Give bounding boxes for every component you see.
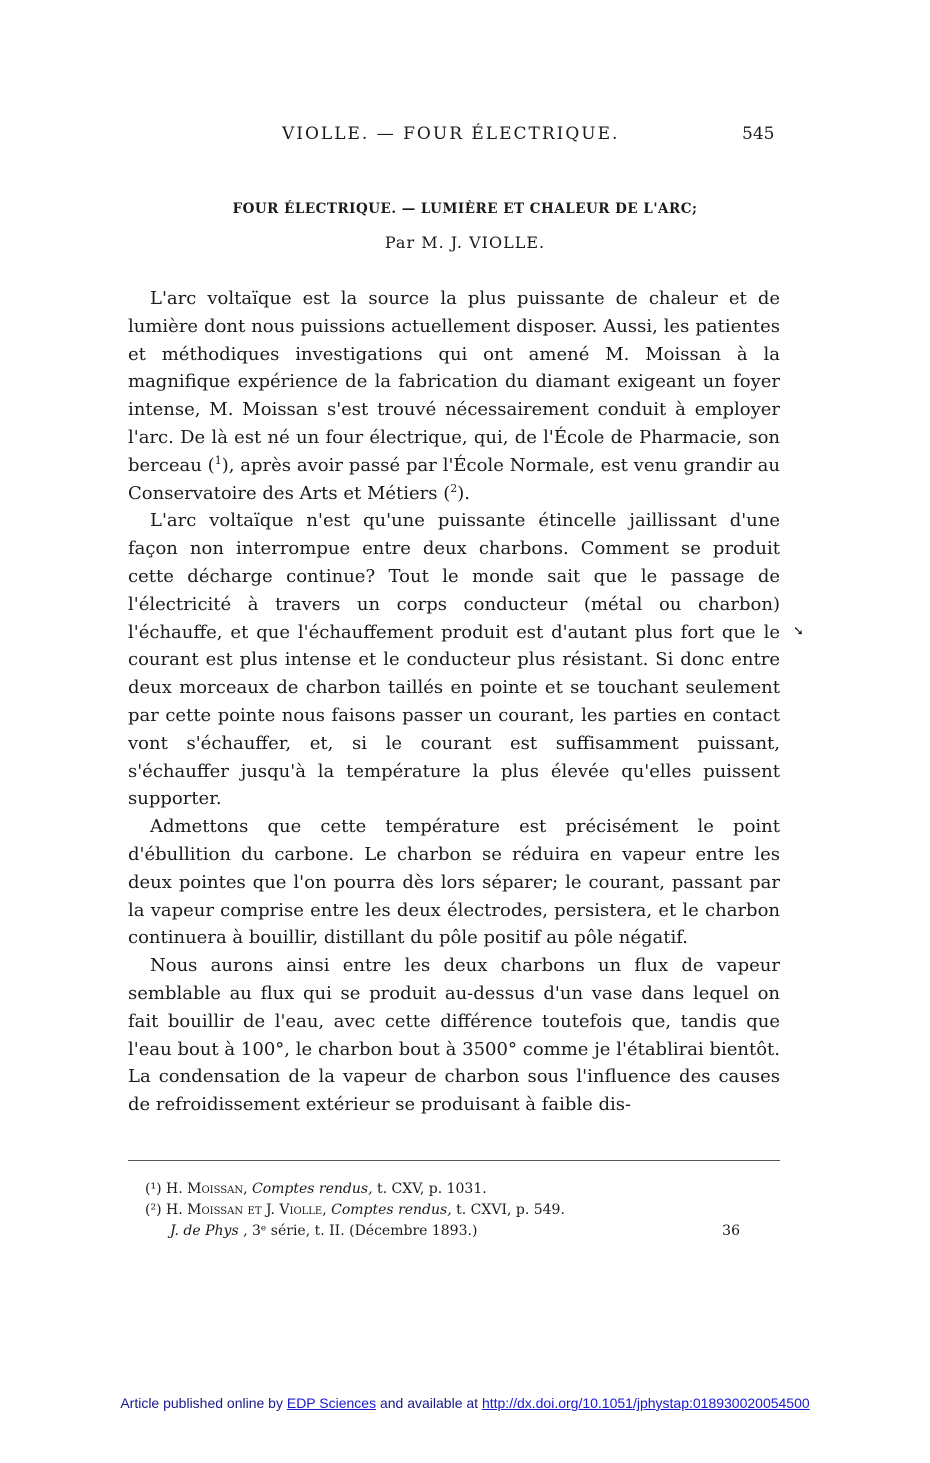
footnote-journal: Comptes rendus, — [252, 1181, 373, 1197]
footnote-rule — [128, 1160, 780, 1161]
footnote-mark: (¹) — [145, 1181, 162, 1197]
doi-link[interactable]: http://dx.doi.org/10.1051/jphystap:018930020054500 — [481, 1395, 810, 1411]
running-title: VIOLLE. — FOUR ÉLECTRIQUE. — [282, 124, 620, 144]
article-byline: Par M. J. VIOLLE. — [384, 233, 546, 252]
journal-line — [170, 1223, 740, 1239]
footnote-authors: H. Moissan, — [166, 1181, 248, 1197]
notice-middle: and available at — [379, 1395, 479, 1411]
footnotes — [145, 1179, 765, 1221]
sheet-number: 36 — [722, 1223, 740, 1239]
notice-prefix: Article published online by — [120, 1395, 283, 1411]
footnote-ref: 1 — [214, 453, 222, 467]
footnote-ref: t. CXV, p. 1031. — [376, 1181, 487, 1197]
footnote-mark: (²) — [145, 1202, 162, 1218]
paragraph: Nous aurons ainsi entre les deux charbons un flux de vapeur semblable au flux qui se produit au-dessus d'un vase dans lequel on fait bouillir de l'eau, avec cette différence toutefois que, tandis que l'eau bout à 100°, le charbon bout à 3500° comme je l'établirai bientôt. La condensation de la vapeur de charbon sous l'influence des causes de refroidissement extérieur se produisant à faible dis- — [128, 955, 780, 1116]
footnote-ref: t. CXVI, p. 549. — [456, 1202, 565, 1218]
footnote-authors: H. Moissan et J. Violle, — [166, 1202, 327, 1218]
journal-details: 3ᵉ série, t. II. (Décembre 1893.) — [252, 1223, 478, 1239]
publisher-notice — [0, 1395, 930, 1411]
publisher-link[interactable]: EDP Sciences — [286, 1395, 377, 1411]
footnote — [145, 1179, 765, 1200]
page-number: 545 — [742, 124, 775, 144]
journal-name: J. de Phys , — [170, 1223, 248, 1239]
paragraph: L'arc voltaïque n'est qu'une puissante étincelle jaillissant d'une façon non interrompue entre deux charbons. Comment se produit cette décharge continue? Tout le monde sait que le passage de l'électricité à travers un corps conducteur (métal ou charbon) l'échauffe, et que l'échauffement produit est d'autant plus fort que le courant est plus intense et le conducteur plus résistant. Si donc entre deux morceaux de charbon taillés en pointe et se touchant seulement par cette pointe nous faisons passer un courant, les parties en contact vont s'échauffer, et, si le courant est suffisamment puissant, s'échauffer jusqu'à la température la plus élevée qu'elles puissent supporter. — [128, 510, 780, 810]
paragraph-text: ), après avoir passé par l'École Normale, est venu grandir au Conservatoire des Arts et Métiers ( — [128, 454, 780, 504]
paragraph: Admettons que cette température est précisément le point d'ébullition du carbone. Le charbon se réduira en vapeur entre les deux pointes que l'on pourra dès lors séparer; le courant, passant par la vapeur comprise entre les deux électrodes, persistera, et le charbon continuera à bouillir, distillant du pôle positif au pôle négatif. — [128, 816, 780, 949]
paragraph — [128, 285, 780, 507]
article-title: FOUR ÉLECTRIQUE. — LUMIÈRE ET CHALEUR DE L'ARC; — [232, 201, 698, 217]
margin-mark: ➘ — [793, 624, 804, 639]
running-header — [0, 124, 930, 148]
footnote-ref: 2 — [450, 481, 458, 495]
article-body — [128, 285, 780, 1119]
footnote-journal: Comptes rendus, — [331, 1202, 452, 1218]
paragraph-text: ). — [457, 482, 471, 504]
paragraph-text: L'arc voltaïque est la source la plus puissante de chaleur et de lumière dont nous puissions actuellement disposer. Aussi, les patientes et méthodiques investigations qui ont amené M. Moissan à la magnifique expérience de la fabrication du diamant exigeant un foyer intense, M. Moissan s'est trouvé nécessairement conduit à employer l'arc. De là est né un four électrique, qui, de l'École de Pharmacie, son berceau ( — [128, 288, 780, 476]
footnote — [145, 1200, 765, 1221]
